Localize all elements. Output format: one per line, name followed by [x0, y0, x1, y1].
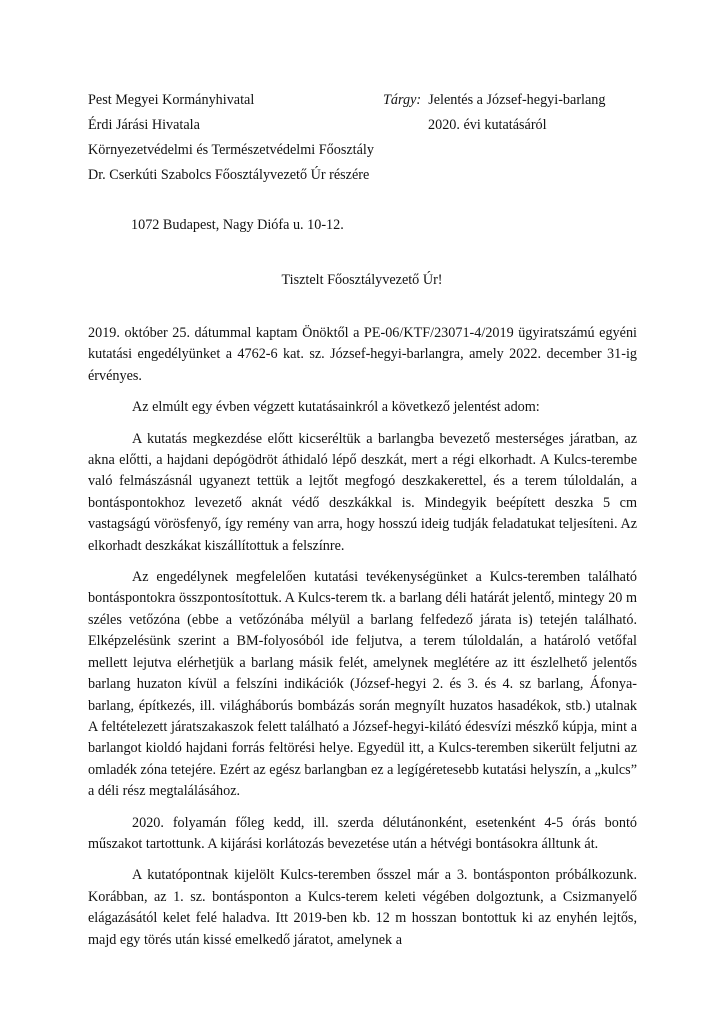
subject-label: Tárgy:	[383, 92, 422, 108]
subject-text-1: Jelentés a József-hegyi-barlang	[428, 92, 606, 108]
subject-line-1	[383, 88, 605, 113]
subject-block	[383, 88, 605, 138]
paragraph-excavation: A kutatópontnak kijelölt Kulcs-teremben ősszel már a 3. bontásponton próbálkozunk. Korábban, az 1. sz. bontásponton a Kulcs-terem keleti végében dolgoztunk, a Csizmanyelő elágazásától kelet felé haladva. Itt 2019-ben kb. 12 m hosszan bontottuk ki az enyhén lejtős, majd egy törés után kissé emelkedő járatot, amelynek a	[88, 867, 637, 948]
salutation: Tisztelt Főosztályvezető Úr!	[281, 272, 443, 288]
recipient-address: 1072 Budapest, Nagy Diófa u. 10-12.	[131, 217, 344, 233]
recipient-block	[88, 88, 374, 188]
recipient-department: Környezetvédelmi és Természetvédelmi Főosztály	[88, 142, 374, 158]
paragraph-intro: Az elmúlt egy évben végzett kutatásainkról a következő jelentést adom:	[132, 399, 540, 416]
paragraph-schedule: 2020. folyamán főleg kedd, ill. szerda délutánonként, esetenként 4-5 órás bontó műszakot tartottunk. A kijárási korlátozás bevezetése után a hétvégi bontásokra álltunk át.	[88, 814, 637, 852]
paragraph-kulcs-terem: Az engedélynek megfelelően kutatási tevékenységünket a Kulcs-teremben található bontáspontokra összpontosítottuk. A Kulcs-terem tk. a barlang déli határát jelentő, mintegy 20 m széles vetőzóna (ebbe a vetőzónába mélyül a barlang felfedező járata is) tetején található. Elképzelésünk szerint a BM-folyosóból ide feljutva, a terem túloldalán, a határoló vetőfal mellett lejutva elérhetjük a barlang másik felét, amelynek meglétére az itt észlelhető jelentős barlang huzaton kívül a felszíni indikációk (József-hegyi 2. és 3. és 4. sz barlang, Áfonya-barlang, építkezés, ill. világháborús bombázás során megnyílt huzatos hasadékok, stb.) utalnak A feltételezett járatszakaszok felett található a József-hegyi-kilátó édesvízi mészkő kúpja, mint a barlangot kioldó hajdani forrás feltörési helye. Egyedül itt, a Kulcs-teremben sikerült feljutni az omladék zóna tetejére. Ezért az egész barlangban ez a legígéretesebb kutatási helyszín, a „kulcs” a déli rész megtalálásához.	[88, 569, 637, 800]
letter-body	[88, 323, 637, 951]
recipient-person: Dr. Cserkúti Szabolcs Főosztályvezető Úr részére	[88, 167, 370, 183]
recipient-office: Pest Megyei Kormányhivatal	[88, 92, 255, 108]
paragraph-permit: 2019. október 25. dátummal kaptam Önöktől a PE-06/KTF/23071-4/2019 ügyiratszámú egyéni kutatási engedélyünket a 4762-6 kat. sz. József-hegyi-barlangra, amely 2022. december 31-ig érvényes.	[88, 325, 637, 384]
paragraph-planks: A kutatás megkezdése előtt kicseréltük a barlangba bevezető mesterséges járatban, az akna előtti, a hajdani depógödröt áthidaló lépő deszkát, mert a régi elkorhadt. A Kulcs-terembe való felmászásnál ugyanezt tettük a lejtőt megfogó deszkakerettel, és a terem túloldalán, a bontáspontokhoz levezető aknát védő deszkákkal is. Mindegyik beépített deszka 5 cm vastagságú vörösfenyő, így remény van arra, hogy hosszú ideig tudják feladatukat teljesíteni. Az elkorhadt deszkákat kiszállítottuk a felszínre.	[88, 430, 637, 554]
subject-line-2: 2020. évi kutatásáról	[428, 117, 547, 133]
recipient-district: Érdi Járási Hivatala	[88, 117, 200, 133]
